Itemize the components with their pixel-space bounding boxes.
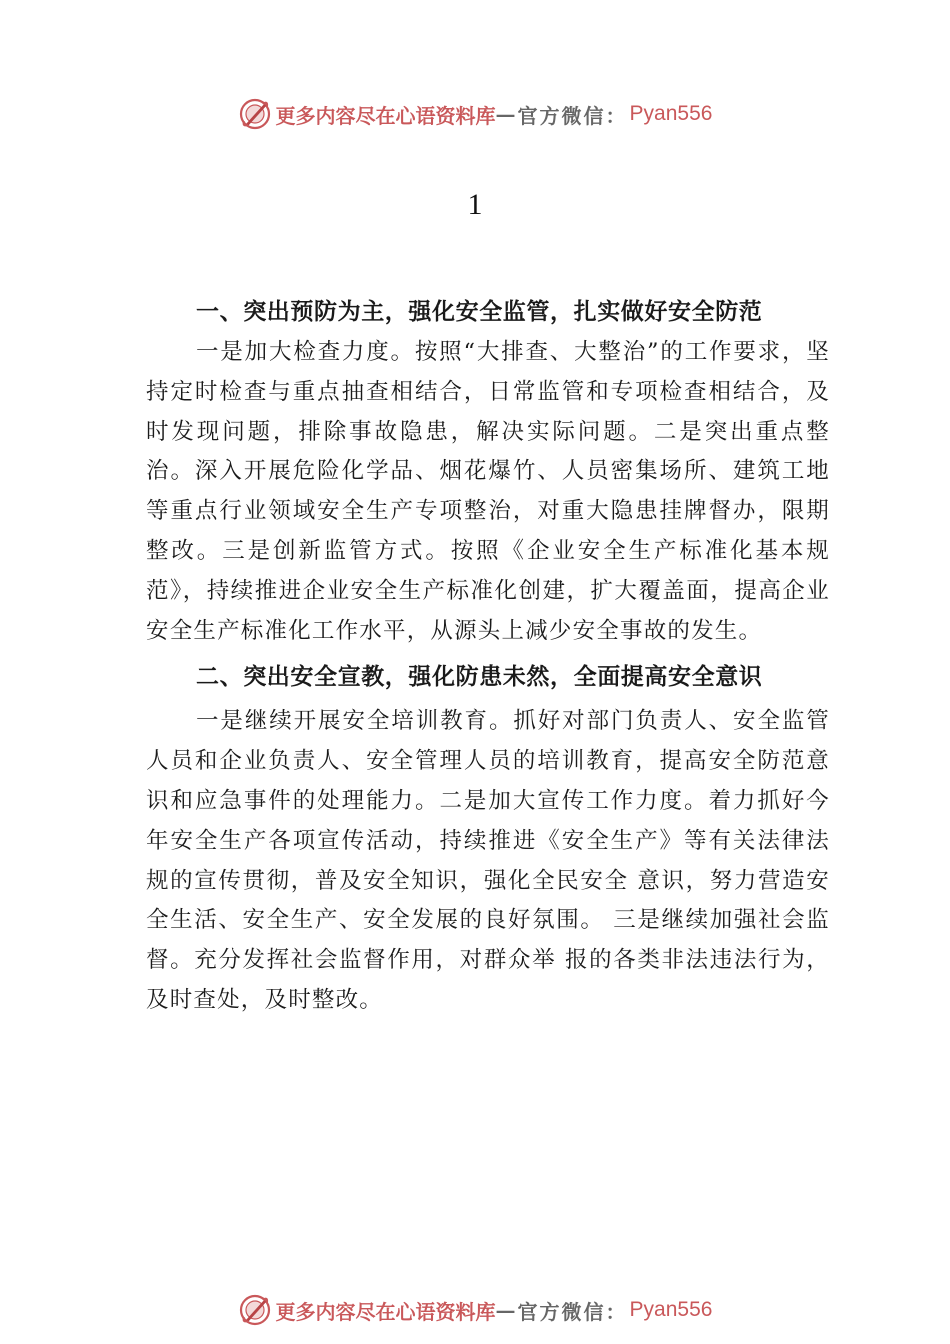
section-paragraph-2: 一是继续开展安全培训教育。抓好对部门负责人、安全监管人员和企业负责人、安全管理人员的培训教育，提高安全防范意识和应急事件的处理能力。二是加大宣传工作力度。着力抓好今年安全生产各项宣传活动，持续推进《安全生产》等有关法律法规的宣传贯彻，普及安全知识，强化全民安全 意识，努力营造安全生活、安全生产、安全发展的良好氛围。 三是继续加强社会监督。充分发挥社会监督作用，对群众举 报的各类非法违法行为，及时查处，及时整改。 bbox=[146, 708, 830, 1013]
banner-site-text: 更多内容尽在心语资料库 bbox=[275, 103, 496, 128]
header-banner bbox=[0, 94, 950, 134]
quill-seal-icon bbox=[238, 97, 272, 131]
section-heading-2: 二、突出安全宣教，强化防患未然，全面提高安全意识 bbox=[196, 664, 763, 691]
footer-banner bbox=[0, 1290, 950, 1330]
section-heading-1: 一、突出预防为主，强化安全监管，扎实做好安全防范 bbox=[196, 299, 763, 325]
document-body bbox=[146, 292, 830, 1021]
banner-dash: — bbox=[495, 102, 518, 126]
banner-wechat-label: 官方微信： bbox=[517, 103, 628, 128]
banner-site-text: 更多内容尽在心语资料库 bbox=[275, 1299, 496, 1324]
page-number: 1 bbox=[467, 188, 483, 221]
banner-wechat-id: Pyan556 bbox=[629, 102, 713, 125]
banner-wechat-label: 官方微信： bbox=[517, 1299, 628, 1324]
section-paragraph-1: 一是加大检查力度。按照“大排查、大整治”的工作要求，坚持定时检查与重点抽查相结合，日常监管和专项检查相结合，及时发现问题，排除事故隐患，解决实际问题。二是突出重点整治。深入开展危险化学品、烟花爆竹、人员密集场所、建筑工地等重点行业领域安全生产专项整治，对重大隐患挂牌督办，限期整改。三是创新监管方式。按照《企业安全生产标准化基本规范》，持续推进企业安全生产标准化创建，扩大覆盖面，提高企业安全生产标准化工作水平，从源头上减少安全事故的发生。 bbox=[146, 339, 830, 644]
banner-wechat-id: Pyan556 bbox=[629, 1298, 713, 1321]
banner-dash: — bbox=[495, 1298, 518, 1322]
quill-seal-icon bbox=[238, 1293, 272, 1327]
